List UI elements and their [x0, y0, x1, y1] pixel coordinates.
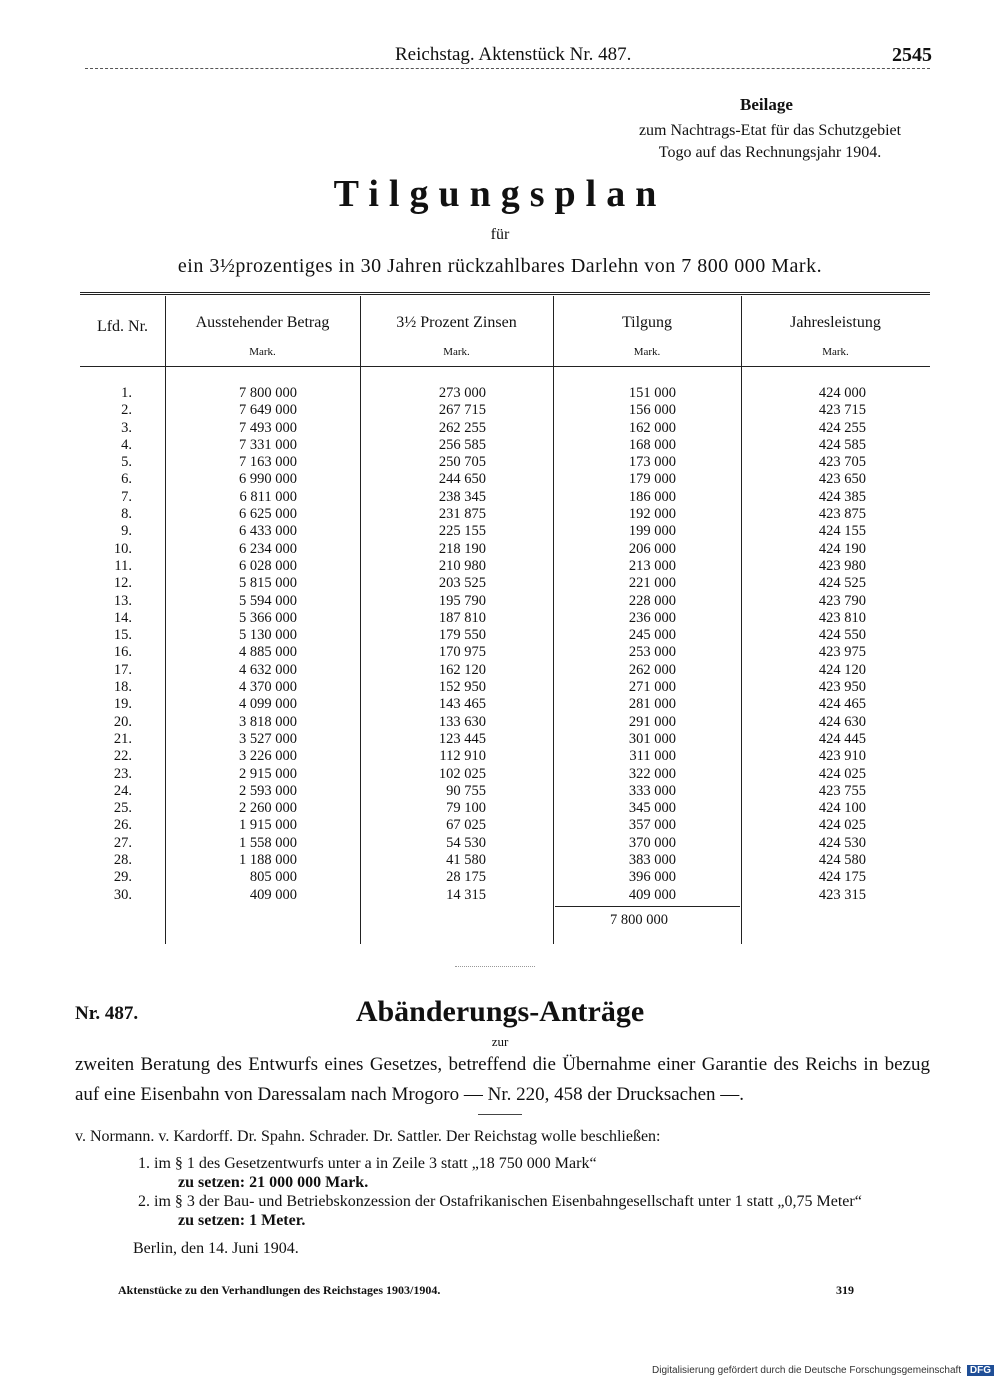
table-top-rule	[80, 292, 930, 295]
place-date: Berlin, den 14. Juni 1904.	[133, 1240, 299, 1257]
jahresleistung-value: 423 315	[818, 886, 866, 903]
title-connector: für	[490, 226, 510, 243]
tilgung-value: 333 000	[628, 782, 676, 799]
tilgung-value: 271 000	[628, 679, 676, 696]
row-number: 15.	[113, 627, 132, 644]
tilgung-value: 213 000	[628, 557, 676, 574]
ausstehender-betrag-value: 5 366 000	[239, 609, 297, 626]
jahresleistung-value: 423 950	[818, 679, 866, 696]
tilgung-value: 396 000	[628, 869, 676, 886]
zinsen-value: 187 810	[438, 609, 486, 626]
zinsen-value: 102 025	[438, 765, 486, 782]
row-number: 3.	[121, 419, 132, 436]
row-number: 14.	[113, 609, 132, 626]
tilgung-value: 409 000	[628, 886, 676, 903]
zinsen-value: 267 715	[438, 402, 486, 419]
row-number: 22.	[113, 748, 132, 765]
amendment-item-2: 2. im § 3 der Bau- und Betriebskonzession der Ostafrikanischen Eisenbahngesellschaft unter 1 statt „0,75 Meter“	[138, 1193, 862, 1210]
jahresleistung-value: 424 385	[818, 488, 866, 505]
amendment-item-1: 1. im § 1 des Gesetzentwurfs unter a in Zeile 3 statt „18 750 000 Mark“	[138, 1155, 597, 1172]
jahresleistung-value: 423 650	[818, 471, 866, 488]
ausstehender-betrag-value: 1 915 000	[239, 817, 297, 834]
jahresleistung-value: 424 175	[818, 869, 866, 886]
row-number: 25.	[113, 800, 132, 817]
tilgung-value: 206 000	[628, 540, 676, 557]
zinsen-value: 41 580	[446, 852, 486, 869]
jahresleistung-value: 424 190	[818, 540, 866, 557]
ausstehender-betrag-value: 6 990 000	[239, 471, 297, 488]
running-title: Reichstag. Aktenstück Nr. 487.	[395, 44, 632, 65]
amendment-item-1-replacement: zu setzen: 21 000 000 Mark.	[178, 1174, 369, 1191]
zinsen-value: 112 910	[439, 748, 486, 765]
ausstehender-betrag-value: 3 818 000	[239, 713, 297, 730]
column-header-ausstehender-betrag: Ausstehender Betrag	[195, 314, 330, 331]
zinsen-value: 250 705	[438, 454, 486, 471]
column-unit: Mark.	[633, 346, 661, 358]
ausstehender-betrag-value: 7 163 000	[239, 454, 297, 471]
row-number: 29.	[113, 869, 132, 886]
amendment-connector: zur	[491, 1034, 509, 1049]
zinsen-value: 179 550	[438, 627, 486, 644]
jahresleistung-value: 424 120	[818, 661, 866, 678]
tilgung-value: 262 000	[628, 661, 676, 678]
table-column	[741, 385, 866, 904]
tilgung-value: 192 000	[628, 506, 676, 523]
row-number: 10.	[113, 540, 132, 557]
ausstehender-betrag-value: 4 632 000	[239, 661, 297, 678]
tilgung-value: 345 000	[628, 800, 676, 817]
ausstehender-betrag-value: 3 527 000	[239, 730, 297, 747]
row-number: 17.	[113, 661, 132, 678]
table-column	[80, 385, 132, 904]
tilgung-value: 173 000	[628, 454, 676, 471]
zinsen-value: 28 175	[446, 869, 486, 886]
row-number: 18.	[113, 679, 132, 696]
zinsen-value: 218 190	[438, 540, 486, 557]
jahresleistung-value: 423 715	[818, 402, 866, 419]
header-rule	[85, 68, 930, 69]
zinsen-value: 273 000	[438, 385, 486, 401]
tilgung-value: 221 000	[628, 575, 676, 592]
ausstehender-betrag-value: 1 188 000	[239, 852, 297, 869]
page-number: 2545	[892, 44, 932, 66]
tilgung-value: 245 000	[628, 627, 676, 644]
ausstehender-betrag-value: 7 800 000	[239, 385, 297, 401]
ausstehender-betrag-value: 4 885 000	[239, 644, 297, 661]
ausstehender-betrag-value: 3 226 000	[239, 748, 297, 765]
table-header-rule	[80, 366, 930, 367]
jahresleistung-value: 424 025	[818, 817, 866, 834]
ausstehender-betrag-value: 805 000	[249, 869, 297, 886]
tilgung-total: 7 800 000	[610, 912, 668, 928]
amendment-intro: zweiten Beratung des Entwurfs eines Gesetzes, betreffend die Übernahme einer Garantie des Reichs in bezug auf eine Eisenbahn von Daressalam nach Mrogoro — Nr. 220, 458 der Drucksachen —.	[75, 1054, 930, 1105]
row-number: 7.	[121, 488, 132, 505]
jahresleistung-value: 423 980	[818, 557, 866, 574]
jahresleistung-value: 424 255	[818, 419, 866, 436]
tilgung-value: 156 000	[628, 402, 676, 419]
row-number: 19.	[113, 696, 132, 713]
row-number: 16.	[113, 644, 132, 661]
ausstehender-betrag-value: 2 593 000	[239, 782, 297, 799]
column-header-lfd-nr: Lfd. Nr.	[96, 318, 149, 335]
zinsen-value: 123 445	[438, 730, 486, 747]
zinsen-value: 231 875	[438, 506, 486, 523]
jahresleistung-value: 424 530	[818, 834, 866, 851]
table-column	[165, 385, 297, 904]
zinsen-value: 90 755	[446, 782, 486, 799]
tilgung-value: 236 000	[628, 609, 676, 626]
jahresleistung-value: 423 810	[818, 609, 866, 626]
jahresleistung-value: 423 790	[818, 592, 866, 609]
zinsen-value: 256 585	[438, 436, 486, 453]
dfg-logo: DFG	[967, 1365, 994, 1376]
zinsen-value: 210 980	[438, 557, 486, 574]
zinsen-value: 195 790	[438, 592, 486, 609]
short-rule	[478, 1114, 522, 1115]
digitization-note	[652, 1365, 994, 1376]
tilgung-value: 357 000	[628, 817, 676, 834]
ausstehender-betrag-value: 5 130 000	[239, 627, 297, 644]
zinsen-value: 54 530	[446, 834, 486, 851]
row-number: 26.	[113, 817, 132, 834]
row-number: 28.	[113, 852, 132, 869]
row-number: 23.	[113, 765, 132, 782]
row-number: 27.	[113, 834, 132, 851]
row-number: 20.	[113, 713, 132, 730]
ausstehender-betrag-value: 5 594 000	[239, 592, 297, 609]
tilgung-value: 162 000	[628, 419, 676, 436]
ausstehender-betrag-value: 5 815 000	[239, 575, 297, 592]
zinsen-value: 143 465	[438, 696, 486, 713]
jahresleistung-value: 424 525	[818, 575, 866, 592]
tilgung-value: 301 000	[628, 730, 676, 747]
zinsen-value: 67 025	[446, 817, 486, 834]
row-number: 2.	[121, 402, 132, 419]
jahresleistung-value: 424 025	[818, 765, 866, 782]
jahresleistung-value: 423 705	[818, 454, 866, 471]
ausstehender-betrag-value: 4 099 000	[239, 696, 297, 713]
row-number: 8.	[121, 506, 132, 523]
tilgung-value: 199 000	[628, 523, 676, 540]
jahresleistung-value: 424 155	[818, 523, 866, 540]
tilgung-value: 186 000	[628, 488, 676, 505]
ausstehender-betrag-value: 6 234 000	[239, 540, 297, 557]
tilgung-value: 253 000	[628, 644, 676, 661]
tilgung-sum-rule	[555, 906, 740, 907]
row-number: 6.	[121, 471, 132, 488]
zinsen-value: 170 975	[438, 644, 486, 661]
zinsen-value: 14 315	[446, 886, 486, 903]
amendment-title: Abänderungs-Anträge	[355, 995, 645, 1028]
jahresleistung-value: 424 550	[818, 627, 866, 644]
zinsen-value: 225 155	[438, 523, 486, 540]
jahresleistung-value: 424 580	[818, 852, 866, 869]
zinsen-value: 203 525	[438, 575, 486, 592]
tilgung-value: 281 000	[628, 696, 676, 713]
column-header-tilgung: Tilgung	[621, 314, 673, 331]
row-number: 11.	[114, 557, 132, 574]
beilage-line-1: zum Nachtrags-Etat für das Schutzgebiet	[638, 122, 902, 139]
footer-text: Aktenstücke zu den Verhandlungen des Reichstages 1903/1904.	[118, 1283, 441, 1297]
jahresleistung-value: 423 975	[818, 644, 866, 661]
ausstehender-betrag-value: 6 625 000	[239, 506, 297, 523]
zinsen-value: 152 950	[438, 679, 486, 696]
row-number: 9.	[121, 523, 132, 540]
jahresleistung-value: 424 445	[818, 730, 866, 747]
tilgung-value: 151 000	[628, 385, 676, 401]
column-unit: Mark.	[443, 346, 470, 358]
row-number: 12.	[113, 575, 132, 592]
ausstehender-betrag-value: 6 811 000	[239, 488, 297, 505]
column-unit: Mark.	[822, 346, 849, 358]
tilgung-value: 291 000	[628, 713, 676, 730]
amendment-item-2-replacement: zu setzen: 1 Meter.	[178, 1212, 306, 1229]
row-number: 30.	[113, 886, 132, 903]
page-title: Tilgungsplan	[333, 173, 667, 215]
ausstehender-betrag-value: 4 370 000	[239, 679, 297, 696]
ausstehender-betrag-value: 6 433 000	[239, 523, 297, 540]
ausstehender-betrag-value: 7 331 000	[239, 436, 297, 453]
motion-signatories: v. Normann. v. Kardorff. Dr. Spahn. Schrader. Dr. Sattler. Der Reichstag wolle beschließen:	[75, 1128, 661, 1145]
jahresleistung-value: 424 100	[818, 800, 866, 817]
jahresleistung-value: 423 755	[818, 782, 866, 799]
zinsen-value: 162 120	[438, 661, 486, 678]
jahresleistung-value: 423 875	[818, 506, 866, 523]
zinsen-value: 79 100	[446, 800, 486, 817]
jahresleistung-value: 424 585	[818, 436, 866, 453]
tilgung-value: 228 000	[628, 592, 676, 609]
table-column	[360, 385, 486, 904]
row-number: 4.	[121, 436, 132, 453]
row-number: 13.	[113, 592, 132, 609]
ausstehender-betrag-value: 7 493 000	[239, 419, 297, 436]
ausstehender-betrag-value: 6 028 000	[239, 557, 297, 574]
ausstehender-betrag-value: 1 558 000	[239, 834, 297, 851]
section-separator	[455, 966, 535, 967]
jahresleistung-value: 424 000	[818, 385, 866, 401]
ausstehender-betrag-value: 7 649 000	[239, 402, 297, 419]
row-number: 1.	[121, 385, 132, 401]
table-column	[553, 385, 676, 904]
tilgung-value: 179 000	[628, 471, 676, 488]
tilgung-value: 322 000	[628, 765, 676, 782]
tilgung-value: 168 000	[628, 436, 676, 453]
tilgung-value: 311 000	[629, 748, 676, 765]
row-number: 21.	[113, 730, 132, 747]
document-number: Nr. 487.	[75, 1003, 139, 1024]
tilgung-value: 383 000	[628, 852, 676, 869]
column-unit: Mark.	[249, 346, 276, 358]
row-number: 24.	[113, 782, 132, 799]
zinsen-value: 133 630	[438, 713, 486, 730]
beilage-subtitle	[620, 120, 920, 164]
beilage-line-2: Togo auf das Rechnungsjahr 1904.	[658, 144, 882, 161]
row-number: 5.	[121, 454, 132, 471]
jahresleistung-value: 423 910	[818, 748, 866, 765]
jahresleistung-value: 424 630	[818, 713, 866, 730]
footer-number: 319	[836, 1283, 854, 1297]
beilage-title: Beilage	[740, 95, 793, 114]
ausstehender-betrag-value: 409 000	[249, 886, 297, 903]
column-header-zinsen: 3½ Prozent Zinsen	[396, 314, 517, 331]
zinsen-value: 244 650	[438, 471, 486, 488]
column-header-jahresleistung: Jahresleistung	[790, 314, 881, 331]
loan-subtitle: ein 3½prozentiges in 30 Jahren rückzahlbares Darlehn von 7 800 000 Mark.	[177, 255, 823, 277]
ausstehender-betrag-value: 2 260 000	[239, 800, 297, 817]
zinsen-value: 262 255	[438, 419, 486, 436]
digitization-text: Digitalisierung gefördert durch die Deutsche Forschungsgemeinschaft	[652, 1365, 962, 1376]
tilgung-value: 370 000	[628, 834, 676, 851]
zinsen-value: 238 345	[438, 488, 486, 505]
ausstehender-betrag-value: 2 915 000	[239, 765, 297, 782]
jahresleistung-value: 424 465	[818, 696, 866, 713]
